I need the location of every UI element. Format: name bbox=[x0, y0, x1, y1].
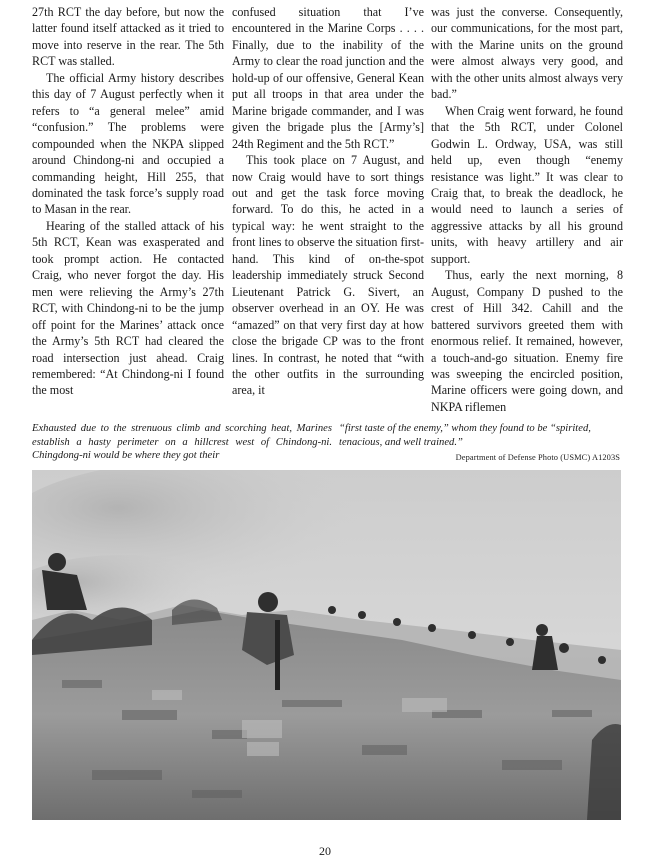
photo-caption-right: “first taste of the enemy,” whom they found to be “spirited, tenacious, and well trained.” bbox=[339, 423, 591, 448]
text-column-2 bbox=[232, 4, 424, 399]
page-number: 20 bbox=[319, 844, 331, 858]
paragraph: The official Army history describes this day of 7 August perfectly when it refers to “a general melee” amid “confusion.” The problems were compounded when the NKPA slipped around Chindong-ni and occupied a commanding height, Hill 255, that dominated the task force’s supply road to Masan in the rear. bbox=[32, 70, 224, 217]
photo-credit: Department of Defense Photo (USMC) A1203S bbox=[455, 453, 620, 462]
paragraph: confused situation that I’ve encountered in the Marine Corps . . . . Finally, due to the inability of the Army to clear the road junction and the hold-up of our offensive, General Kean put all troops in that area under the Marine brigade commander, and I was given the brigade plus the [Army’s] 24th Regiment and the 5th RCT.” bbox=[232, 5, 424, 151]
paragraph: 27th RCT the day before, but now the latter found itself attacked as it tried to move into reserve in the rear. The 5th RCT was stalled. bbox=[32, 5, 224, 69]
marines-hillcrest-photo bbox=[32, 470, 621, 820]
text-column-1 bbox=[32, 4, 224, 399]
paragraph: This took place on 7 August, and now Craig would have to sort things out and get the task force moving forward. To do this, he acted in a typical way: he went straight to the front lines to observe the situation first-hand. This kind of on-the-spot leadership immediately struck Second Lieutenant Patrick G. Sivert, an observer overhead in an OY. He was “amazed” on that very first day at how close the brigade CP was to the front lines. In contrast, he noted that “with the other outfits in the surrounding area, it bbox=[232, 153, 424, 398]
paragraph: When Craig went forward, he found that the 5th RCT, under Colonel Godwin L. Ordway, USA, was still held up, even though “enemy resistance was light.” It was clear to Craig that, to break the deadlock, he would need to launch a series of aggressive attacks by all his ground units, with heavy artillery and air support. bbox=[431, 103, 623, 266]
photo-caption-left: Exhausted due to the strenuous climb and scorching heat, Marines establish a hasty perimeter on a hillcrest west of Chindong-ni. Chingdong-ni would be where they got their bbox=[32, 423, 332, 462]
paragraph: Hearing of the stalled attack of his 5th RCT, Kean was exasperated and took prompt action. He contacted Craig, who never forgot the day. His men were relieving the Army’s 27th RCT, with Chindong-ni to be the jump off point for the Marines’ attack once the Army’s 5th RCT had cleared the road intersection just ahead. Craig remembered: “At Chindong-ni I found the most bbox=[32, 218, 224, 398]
paragraph: was just the converse. Consequently, our communications, for the most part, with the Marine units on the ground were almost always very good, and with the other units almost always very bad.” bbox=[431, 5, 623, 102]
text-column-3 bbox=[431, 4, 623, 415]
paragraph: Thus, early the next morning, 8 August, Company D pushed to the crest of Hill 342. Cahill and the battered survivors greeted them with enormous relief. It remained, however, a touch-and-go situation. Enemy fire was sweeping the encircled position, Marine officers were going down, and NKPA riflemen bbox=[431, 268, 623, 414]
